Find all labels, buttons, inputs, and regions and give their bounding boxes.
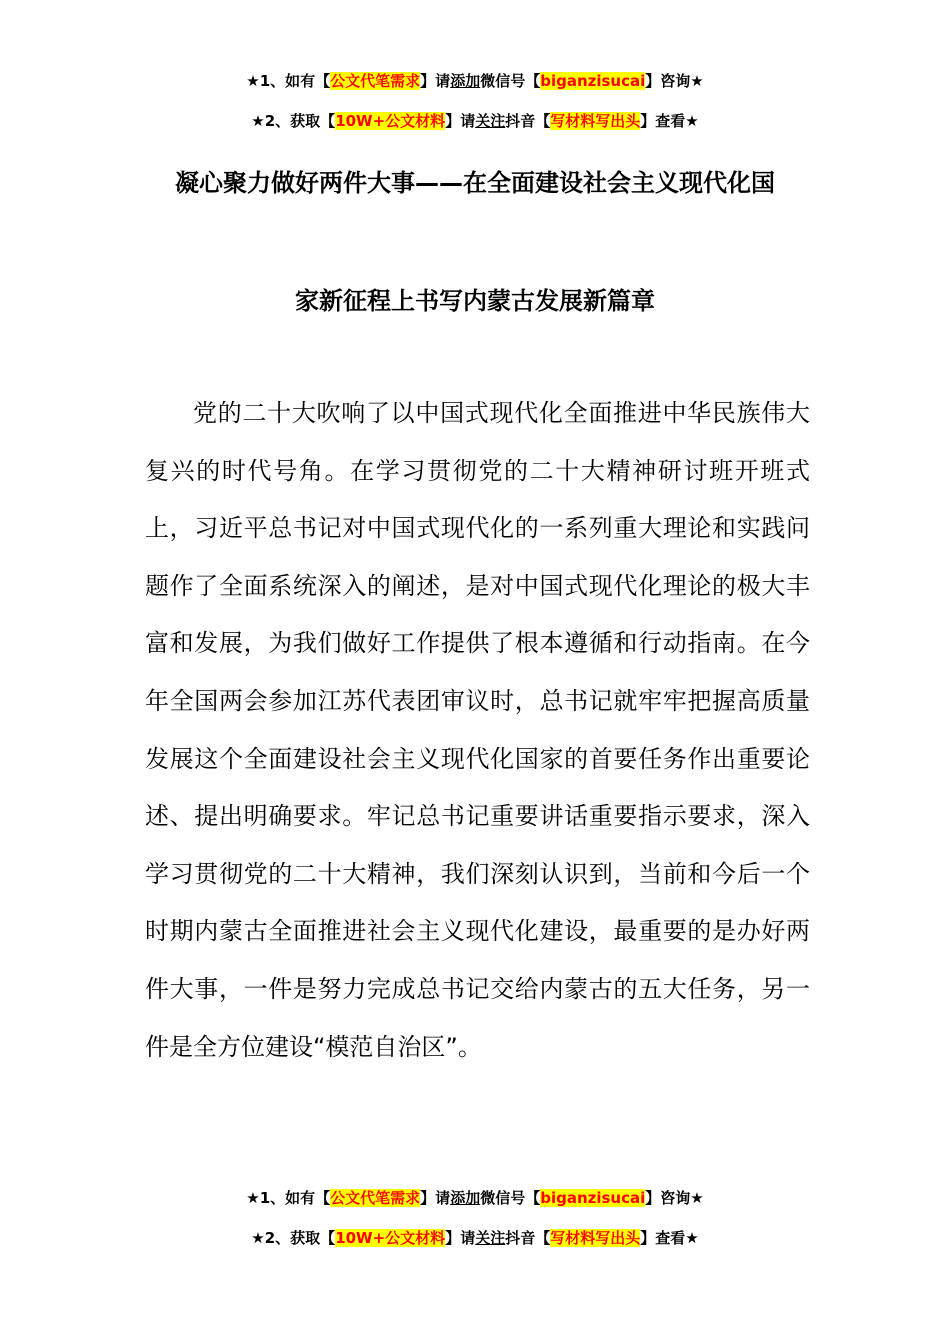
promo-text: 】咨询★: [645, 1189, 704, 1207]
promo-text: ★2、获取【: [251, 112, 336, 130]
promo-emphasis: 添加: [450, 1189, 481, 1207]
promo-text: 】查看★: [640, 112, 699, 130]
promo-line-2-top: [0, 110, 950, 132]
promo-douyin-id: 写材料写出头: [550, 112, 641, 130]
promo-wechat-id: biganzisucai: [540, 72, 646, 90]
promo-line-1-bottom: [0, 1187, 950, 1209]
promo-highlight: 10W+公文材料: [335, 1229, 446, 1247]
promo-text: 抖音【: [505, 1229, 551, 1247]
promo-text: 微信号【: [480, 1189, 541, 1207]
promo-highlight: 公文代笔需求: [330, 1189, 421, 1207]
promo-douyin-id: 写材料写出头: [550, 1229, 641, 1247]
promo-text: 】请: [420, 72, 451, 90]
promo-emphasis: 关注: [475, 112, 506, 130]
promo-text: 】查看★: [640, 1229, 699, 1247]
promo-text: 抖音【: [505, 112, 551, 130]
promo-text: ★1、如有【: [246, 72, 331, 90]
promo-emphasis: 添加: [450, 72, 481, 90]
body-paragraph: 党的二十大吹响了以中国式现代化全面推进中华民族伟大复兴的时代号角。在学习贯彻党的二十大精神研讨班开班式上，习近平总书记对中国式现代化的一系列重大理论和实践问题作了全面系统深入的阐述，是对中国式现代化理论的极大丰富和发展，为我们做好工作提供了根本遵循和行动指南。在今年全国两会参加江苏代表团审议时，总书记就牢牢把握高质量发展这个全面建设社会主义现代化国家的首要任务作出重要论述、提出明确要求。牢记总书记重要讲话重要指示要求，深入学习贯彻党的二十大精神，我们深刻认识到，当前和今后一个时期内蒙古全面推进社会主义现代化建设，最重要的是办好两件大事，一件是努力完成总书记交给内蒙古的五大任务，另一件是全方位建设“模范自治区”。: [145, 399, 810, 1061]
promo-text: 微信号【: [480, 72, 541, 90]
promo-text: 】请: [445, 112, 476, 130]
document-title-line-2: 家新征程上书写内蒙古发展新篇章: [295, 287, 655, 315]
promo-line-2-bottom: [0, 1227, 950, 1249]
promo-text: 】请: [420, 1189, 451, 1207]
promo-text: ★1、如有【: [246, 1189, 331, 1207]
promo-highlight: 公文代笔需求: [330, 72, 421, 90]
promo-text: 】请: [445, 1229, 476, 1247]
document-title-line-1: 凝心聚力做好两件大事——在全面建设社会主义现代化国: [175, 169, 775, 197]
promo-emphasis: 关注: [475, 1229, 506, 1247]
promo-highlight: 10W+公文材料: [335, 112, 446, 130]
promo-wechat-id: biganzisucai: [540, 1189, 646, 1207]
promo-line-1-top: [0, 70, 950, 92]
promo-text: 】咨询★: [645, 72, 704, 90]
promo-text: ★2、获取【: [251, 1229, 336, 1247]
